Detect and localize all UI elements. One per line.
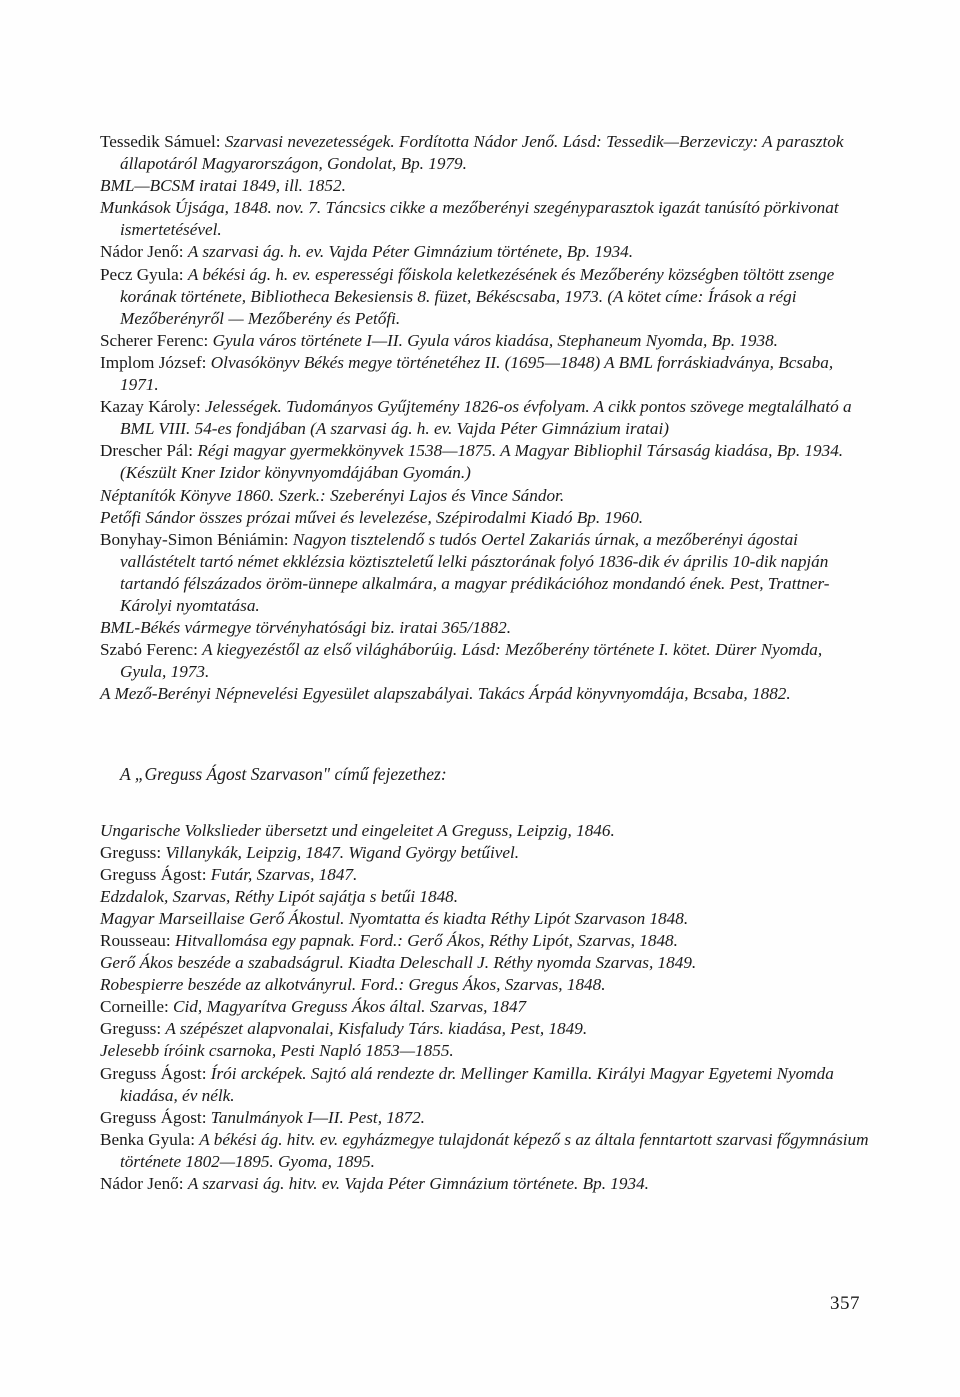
bibliography-entry	[100, 197, 870, 241]
entry-author: Greguss:	[100, 842, 166, 862]
bibliography-entry	[100, 930, 870, 952]
entry-title: Jelesebb íróink csarnoka, Pesti Napló 1853—1855.	[100, 1041, 454, 1061]
entry-title: Magyar Marseillaise Gerő Ákostul. Nyomtatta és kiadta Réthy Lipót Szarvason 1848.	[100, 908, 689, 928]
entry-title: Tanulmányok I—II. Pest, 1872.	[210, 1107, 425, 1127]
bibliography-entry	[100, 264, 870, 330]
bibliography-section-greguss	[100, 820, 870, 1196]
entry-title: Petőfi Sándor összes prózai művei és levelezése, Szépirodalmi Kiadó Bp. 1960.	[100, 507, 644, 527]
entry-author: Kazay Károly:	[100, 397, 205, 417]
bibliography-entry	[100, 396, 870, 440]
entry-title: Gerő Ákos beszéde a szabadságrul. Kiadta Deleschall J. Réthy nyomda Szarvas, 1849.	[100, 953, 697, 973]
entry-title: A Mező-Berényi Népnevelési Egyesület alapszabályai. Takács Árpád könyvnyomdája, Bcsaba, 1882.	[100, 684, 791, 704]
entry-title: A szarvasi ág. h. ev. Vajda Péter Gimnázium története, Bp. 1934.	[187, 242, 634, 262]
bibliography-entry	[100, 820, 870, 842]
entry-author: Rousseau:	[100, 931, 175, 950]
bibliography-entry	[100, 639, 870, 683]
bibliography-entry	[100, 131, 870, 175]
bibliography-entry	[100, 440, 870, 484]
bibliography-entry	[100, 1018, 870, 1040]
entry-title: BML—BCSM iratai 1849, ill. 1852.	[100, 176, 346, 196]
entry-author: Bonyhay-Simon Béniámin:	[100, 529, 293, 549]
entry-title: Régi magyar gyermekkönyvek 1538—1875. A Magyar Bibliophil Társaság kiadása, Bp. 1934. (Készült Kner Izidor könyvnyomdájában Gyomán.)	[120, 441, 844, 483]
bibliography-entry	[100, 1173, 870, 1195]
bibliography-entry	[100, 175, 870, 197]
bibliography-entry	[100, 908, 870, 930]
entry-author: Drescher Pál:	[100, 441, 198, 461]
bibliography-entry	[100, 864, 870, 886]
entry-author: Nádor Jenő:	[100, 242, 188, 262]
entry-title: A kiegyezéstől az első világháborúig. Lásd: Mezőberény története I. kötet. Dürer Nyomda, Gyula, 1973.	[120, 640, 823, 682]
entry-author: Tessedik Sámuel:	[100, 132, 225, 151]
bibliography-entry	[100, 842, 870, 864]
entry-author: Benka Gyula:	[100, 1129, 200, 1149]
bibliography-section-main	[100, 131, 870, 705]
entry-author: Szabó Ferenc:	[100, 640, 203, 660]
entry-title: Olvasókönyv Békés megye történetéhez II. (1695—1848) A BML forráskiadványa, Bcsaba, 1971.	[120, 352, 834, 395]
entry-title: Nagyon tisztelendő s tudós Oertel Zakariás úrnak, a mezőberényi ágostai vallástételt tartó német ekklézsia köztiszteletű lelki pásztorának folyó 1836-dik év április 10-dik napján tartandó félszázados öröm-ünnepe alkalmára, a magyar prédikációhoz mondandó ének. Pest, Trattner-Károlyi nyomtatása.	[120, 529, 830, 615]
bibliography-entry	[100, 952, 870, 974]
entry-title: Ungarische Volkslieder übersetzt und eingeleitet A Greguss, Leipzig, 1846.	[100, 820, 615, 840]
bibliography-entry	[100, 352, 870, 396]
entry-author: Greguss Ágost:	[100, 864, 211, 884]
chapter-heading: A „Greguss Ágost Szarvason" című fejezethez:	[120, 764, 447, 785]
entry-author: Greguss:	[100, 1019, 166, 1039]
bibliography-entry	[100, 330, 870, 352]
bibliography-entry	[100, 996, 870, 1018]
entry-author: Nádor Jenő:	[100, 1174, 188, 1194]
entry-author: Scherer Ferenc:	[100, 330, 213, 350]
bibliography-entry	[100, 1129, 870, 1173]
entry-title: Jelességek. Tudományos Gyűjtemény 1826-os évfolyam. A cikk pontos szövege megtalálható a BML VIII. 54-es fondjában (A szarvasi ág. h. ev. Vajda Péter Gimnázium iratai)	[120, 397, 852, 439]
bibliography-entry	[100, 485, 870, 507]
bibliography-entry	[100, 1040, 870, 1062]
entry-title: BML-Békés vármegye törvényhatósági biz. iratai 365/1882.	[100, 618, 511, 638]
bibliography-entry	[100, 617, 870, 639]
entry-title: Cid, Magyarítva Greguss Ákos által. Szarvas, 1847	[173, 997, 527, 1017]
entry-author: Greguss Ágost:	[100, 1063, 211, 1083]
entry-title: Hitvallomása egy papnak. Ford.: Gerő Ákos, Réthy Lipót, Szarvas, 1848.	[174, 931, 678, 950]
entry-title: A békési ág. hitv. ev. egyházmegye tulajdonát képező s az általa fenntartott szarvasi főgymnásium története 1802—1895. Gyoma, 1895.	[120, 1129, 869, 1171]
bibliography-entry	[100, 683, 870, 705]
entry-title: A szépészet alapvonalai, Kisfaludy Társ. kiadása, Pest, 1849.	[165, 1019, 588, 1039]
entry-author: Pecz Gyula:	[100, 264, 188, 284]
bibliography-entry	[100, 529, 870, 617]
bibliography-entry	[100, 1063, 870, 1107]
entry-title: Gyula város története I—II. Gyula város kiadása, Stephaneum Nyomda, Bp. 1938.	[212, 330, 778, 350]
bibliography-entry	[100, 241, 870, 263]
entry-title: A szarvasi ág. hitv. ev. Vajda Péter Gimnázium története. Bp. 1934.	[187, 1174, 649, 1194]
entry-title: Edzdalok, Szarvas, Réthy Lipót sajátja s betűi 1848.	[100, 886, 459, 906]
entry-title: Írói arcképek. Sajtó alá rendezte dr. Mellinger Kamilla. Királyi Magyar Egyetemi Nyomda kiadása, év nélk.	[120, 1063, 834, 1105]
entry-author: Corneille:	[100, 997, 174, 1017]
entry-title: Néptanítók Könyve 1860. Szerk.: Szeberényi Lajos és Vince Sándor.	[100, 485, 565, 505]
bibliography-entry	[100, 974, 870, 996]
page-number: 357	[830, 1293, 860, 1314]
bibliography-entry	[100, 1107, 870, 1129]
entry-title: Szarvasi nevezetességek. Fordította Nádor Jenő. Lásd: Tessedik—Berzeviczy: A parasztok állapotáról Magyarországon, Gondolat, Bp. 1979.	[120, 132, 844, 174]
bibliography	[100, 131, 870, 1195]
entry-author: Implom József:	[100, 352, 211, 372]
entry-title: Villanykák, Leipzig, 1847. Wigand György betűivel.	[165, 842, 520, 862]
entry-title: Futár, Szarvas, 1847.	[210, 864, 358, 884]
entry-author: Greguss Ágost:	[100, 1107, 211, 1127]
entry-title: A békési ág. h. ev. esperességi főiskola keletkezésének és Mezőberény községben töltött zsenge korának története, Bibliotheca Bekesiensis 8. füzet, Békéscsaba, 1973. (A kötet címe: Írások a régi Mezőberényről — Mezőberény és Petőfi.	[120, 264, 835, 328]
entry-title: Robespierre beszéde az alkotványrul. Ford.: Gregus Ákos, Szarvas, 1848.	[100, 975, 606, 995]
bibliography-entry	[100, 886, 870, 908]
bibliography-entry	[100, 507, 870, 529]
entry-title: Munkások Újsága, 1848. nov. 7. Táncsics cikke a mezőberényi szegényparasztok igazát tanúsító pörkivonat ismertetésével.	[100, 198, 839, 240]
